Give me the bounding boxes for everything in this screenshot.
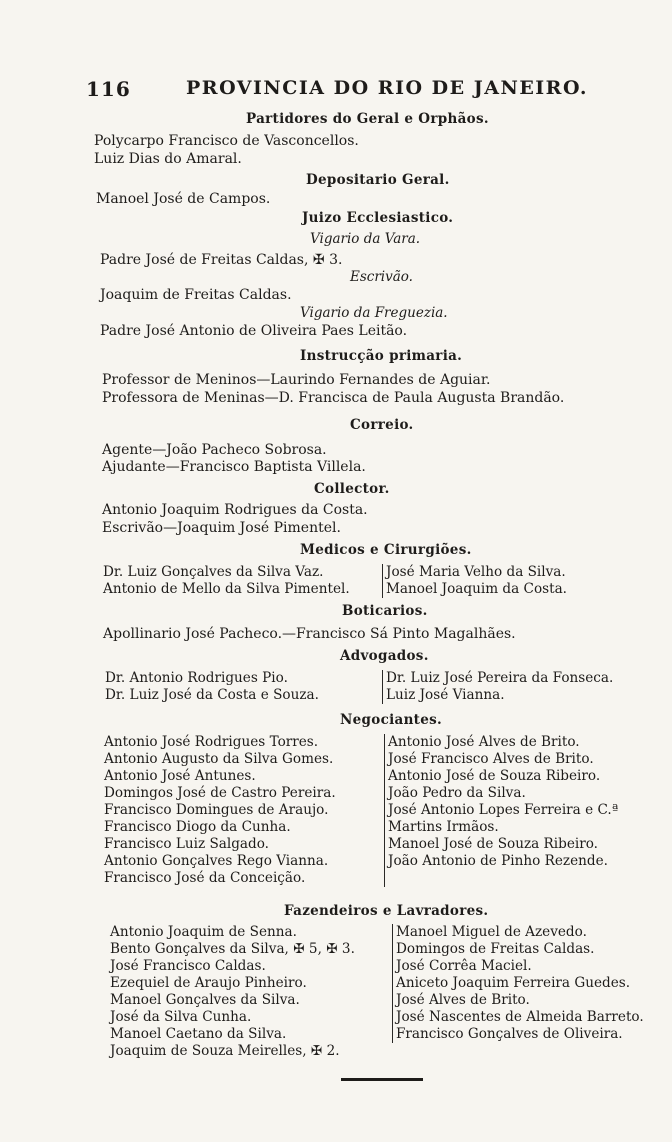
fazendeiro-name: Aniceto Joaquim Ferreira Guedes.	[396, 975, 631, 991]
negociante-name: Antonio José de Souza Ribeiro.	[388, 768, 601, 784]
section-heading-depositario: Depositario Geral.	[306, 172, 450, 188]
advogado-name: Dr. Luiz José Pereira da Fonseca.	[386, 670, 614, 686]
fazendeiro-name: José Nascentes de Almeida Barreto.	[396, 1009, 644, 1025]
section-end-rule	[341, 1078, 423, 1081]
fazendeiro-name: José da Silva Cunha.	[110, 1009, 252, 1025]
medico-name: Dr. Luiz Gonçalves da Silva Vaz.	[103, 564, 324, 580]
correio-line: Ajudante—Francisco Baptista Villela.	[102, 459, 366, 475]
negociante-name: Domingos José de Castro Pereira.	[104, 785, 336, 801]
vigario-vara-name: Padre José de Freitas Caldas, ✠ 3.	[100, 252, 343, 268]
instrucao-line: Professor de Meninos—Laurindo Fernandes de Aguiar.	[102, 372, 491, 388]
subheading-vigario-vara: Vigario da Vara.	[310, 231, 421, 247]
medico-name: Antonio de Mello da Silva Pimentel.	[103, 581, 350, 597]
fazendeiros-left-column	[110, 924, 355, 1060]
section-heading-fazendeiros: Fazendeiros e Lavradores.	[284, 903, 489, 919]
instrucao-line: Professora de Meninas—D. Francisca de Paula Augusta Brandão.	[102, 390, 565, 406]
negociante-name: Antonio José Antunes.	[104, 768, 256, 784]
partidor-name: Luiz Dias do Amaral.	[94, 151, 242, 167]
negociante-name: Francisco Luiz Salgado.	[104, 836, 269, 852]
collector-line: Escrivão—Joaquim José Pimentel.	[102, 520, 341, 536]
escrivao-name: Joaquim de Freitas Caldas.	[100, 287, 292, 303]
medicos-left-column	[103, 564, 350, 598]
negociante-name: Martins Irmãos.	[388, 819, 499, 835]
medico-name: José Maria Velho da Silva.	[386, 564, 566, 580]
fazendeiro-name: Manoel Miguel de Azevedo.	[396, 924, 587, 940]
section-heading-boticarios: Boticarios.	[342, 603, 428, 619]
advogado-name: Luiz José Vianna.	[386, 687, 505, 703]
running-title: PROVINCIA DO RIO DE JANEIRO.	[186, 77, 589, 99]
section-heading-medicos: Medicos e Cirurgiões.	[300, 542, 472, 558]
page-header	[86, 77, 589, 103]
correio-line: Agente—João Pacheco Sobrosa.	[102, 442, 327, 458]
advogados-left-column	[105, 670, 319, 704]
advogado-name: Dr. Luiz José da Costa e Souza.	[105, 687, 319, 703]
depositario-name: Manoel José de Campos.	[96, 191, 271, 207]
negociante-name: Antonio José Rodrigues Torres.	[104, 734, 319, 750]
section-heading-instrucao: Instrucção primaria.	[300, 348, 463, 364]
negociante-name: Francisco Diogo da Cunha.	[104, 819, 291, 835]
negociantes-left-column	[104, 734, 336, 887]
advogados-right-column	[382, 670, 613, 704]
section-heading-collector: Collector.	[314, 481, 390, 497]
page-number: 116	[86, 77, 131, 101]
negociante-name: Francisco José da Conceição.	[104, 870, 306, 886]
medico-name: Manoel Joaquim da Costa.	[386, 581, 568, 597]
fazendeiro-name: José Alves de Brito.	[396, 992, 530, 1008]
section-heading-juizo: Juizo Ecclesiastico.	[302, 210, 454, 226]
subheading-escrivao: Escrivão.	[350, 269, 413, 285]
partidor-name: Polycarpo Francisco de Vasconcellos.	[94, 133, 359, 149]
section-heading-correio: Correio.	[350, 417, 414, 433]
negociantes-right-column	[384, 734, 618, 887]
negociante-name: Manoel José de Souza Ribeiro.	[388, 836, 598, 852]
subheading-vigario-freguezia: Vigario da Freguezia.	[300, 305, 448, 321]
fazendeiro-name: Manoel Caetano da Silva.	[110, 1026, 287, 1042]
fazendeiro-name: José Corrêa Maciel.	[396, 958, 532, 974]
negociante-name	[388, 870, 618, 887]
fazendeiro-name: Francisco Gonçalves de Oliveira.	[396, 1026, 623, 1042]
negociante-name: Antonio Augusto da Silva Gomes.	[104, 751, 334, 767]
negociante-name: João Antonio de Pinho Rezende.	[388, 853, 608, 869]
negociante-name: João Pedro da Silva.	[388, 785, 526, 801]
fazendeiro-name: Antonio Joaquim de Senna.	[110, 924, 297, 940]
section-heading-negociantes: Negociantes.	[340, 712, 443, 728]
section-heading-advogados: Advogados.	[340, 648, 429, 664]
negociante-name: José Francisco Alves de Brito.	[388, 751, 594, 767]
fazendeiro-name: Manoel Gonçalves da Silva.	[110, 992, 300, 1008]
fazendeiro-name: Ezequiel de Araujo Pinheiro.	[110, 975, 307, 991]
negociante-name: José Antonio Lopes Ferreira e C.ª	[388, 802, 619, 818]
negociante-name: Francisco Domingues de Araujo.	[104, 802, 329, 818]
vigario-freguezia-name: Padre José Antonio de Oliveira Paes Leitão.	[100, 323, 408, 339]
advogado-name: Dr. Antonio Rodrigues Pio.	[105, 670, 288, 686]
section-heading-partidores: Partidores do Geral e Orphãos.	[246, 111, 489, 127]
medicos-right-column	[382, 564, 567, 598]
fazendeiro-name: Bento Gonçalves da Silva, ✠ 5, ✠ 3.	[110, 941, 355, 957]
fazendeiro-name: Domingos de Freitas Caldas.	[396, 941, 595, 957]
negociante-name: Antonio Gonçalves Rego Vianna.	[104, 853, 329, 869]
fazendeiro-name: Joaquim de Souza Meirelles, ✠ 2.	[110, 1043, 340, 1059]
fazendeiro-name: José Francisco Caldas.	[110, 958, 266, 974]
collector-line: Antonio Joaquim Rodrigues da Costa.	[102, 502, 368, 518]
negociante-name: Antonio José Alves de Brito.	[388, 734, 580, 750]
boticarios-line: Apollinario José Pacheco.—Francisco Sá Pinto Magalhães.	[103, 626, 516, 642]
fazendeiros-right-column	[392, 924, 644, 1043]
